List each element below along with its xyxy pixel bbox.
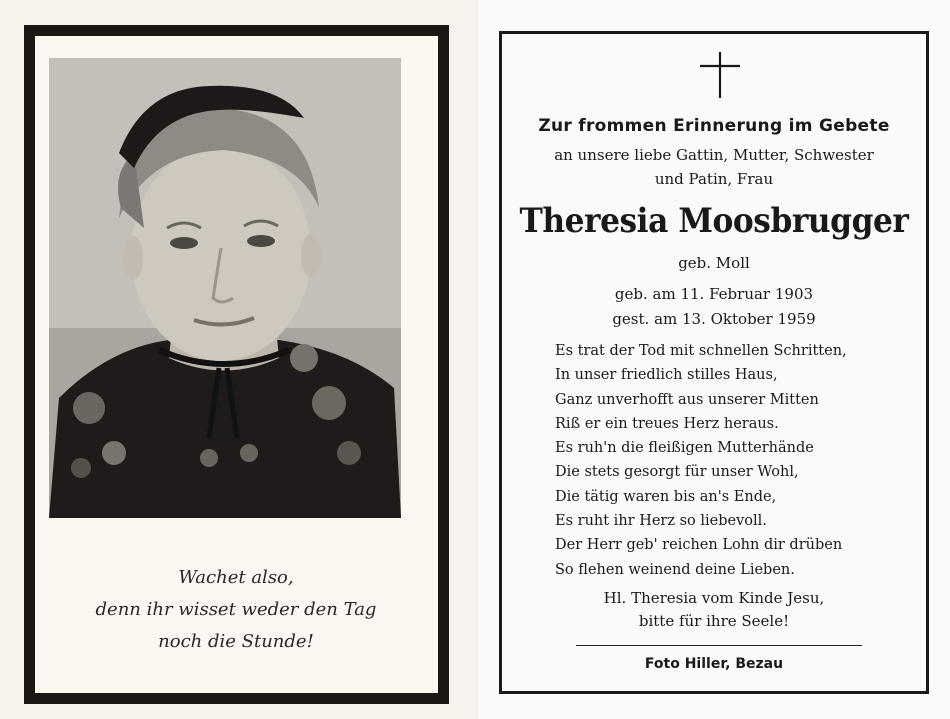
poem-line: Ganz unverhofft aus unserer Mitten <box>555 391 819 408</box>
memorial-poem <box>555 339 847 582</box>
divider <box>576 645 862 646</box>
cross-icon <box>698 52 742 98</box>
quote-line: Wachet also, <box>178 567 294 588</box>
bible-quote <box>36 562 436 658</box>
poem-line: Es ruht ihr Herz so liebevoll. <box>555 513 767 530</box>
saint-prayer-line: Hl. Theresia vom Kinde Jesu, <box>603 589 825 607</box>
death-date: gest. am 13. Oktober 1959 <box>612 310 816 328</box>
birth-date: geb. am 11. Februar 1903 <box>614 285 814 303</box>
poem-line: So flehen weinend deine Lieben. <box>555 561 795 578</box>
poem-line: Der Herr geb' reichen Lohn dir drüben <box>555 537 843 554</box>
poem-line: In unser friedlich stilles Haus, <box>555 367 778 384</box>
poem-line: Die stets gesorgt für unser Wohl, <box>555 464 799 481</box>
dedication-line: an unsere liebe Gattin, Mutter, Schwester <box>554 146 874 164</box>
deceased-name: Theresia Moosbrugger <box>519 201 909 241</box>
poem-line: Riß er ein treues Herz heraus. <box>555 415 779 432</box>
saint-prayer-line: bitte für ihre Seele! <box>638 612 790 630</box>
poem-line: Es ruh'n die fleißigen Mutterhände <box>555 440 814 457</box>
memorial-heading: Zur frommen Erinnerung im Gebete <box>538 116 890 136</box>
portrait-photo <box>49 58 401 518</box>
poem-line: Die tätig waren bis an's Ende, <box>555 488 777 505</box>
photographer-credit: Foto Hiller, Bezau <box>644 656 784 672</box>
quote-line: denn ihr wisset weder den Tag <box>95 599 377 620</box>
quote-line: noch die Stunde! <box>158 631 314 652</box>
maiden-name: geb. Moll <box>678 254 750 272</box>
dedication-line: und Patin, Frau <box>654 170 774 188</box>
poem-line: Es trat der Tod mit schnellen Schritten, <box>555 343 847 359</box>
